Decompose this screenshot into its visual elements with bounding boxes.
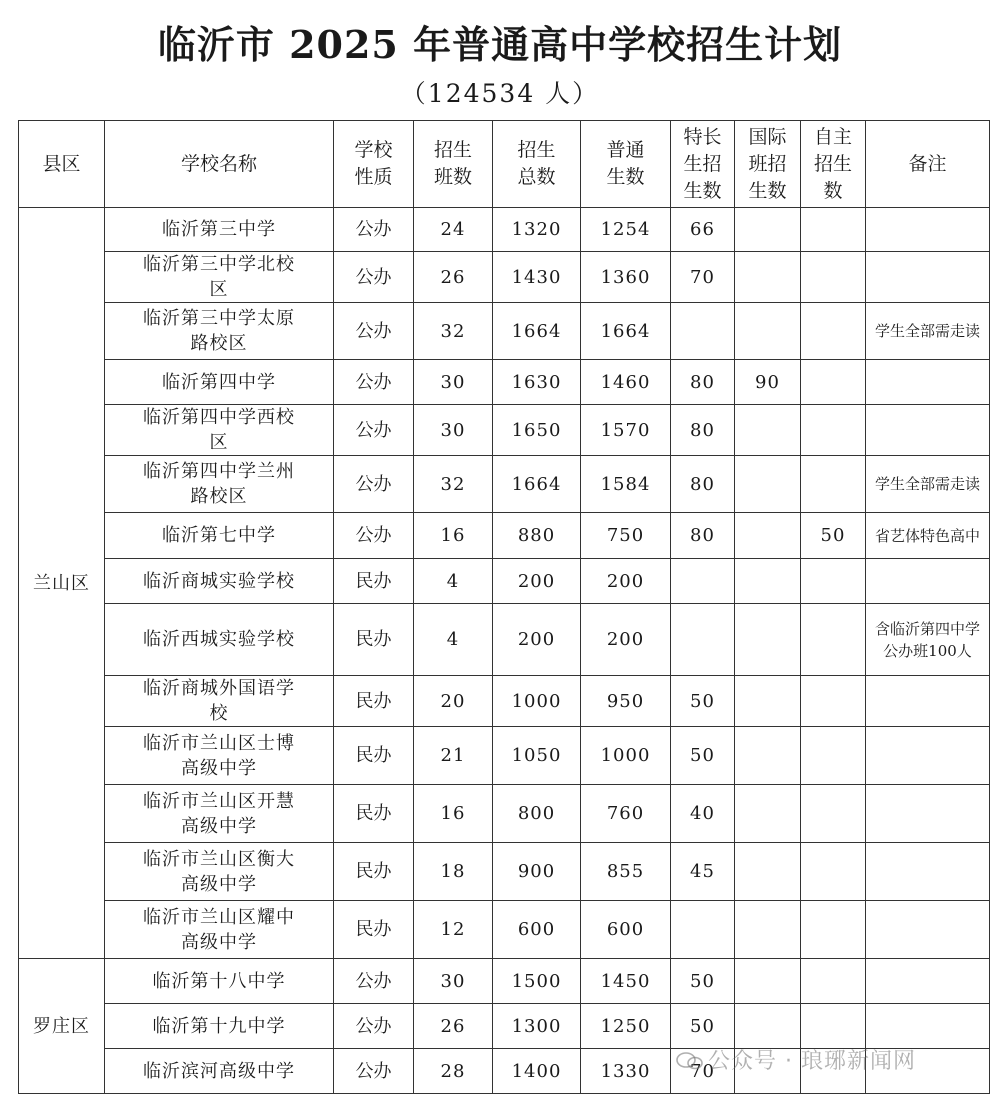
intl-cell [735, 303, 801, 360]
school-name-cell: 临沂市兰山区士博高级中学 [105, 727, 334, 785]
watermark-text: 公众号 · 琅琊新闻网 [708, 1049, 916, 1074]
page-title: 临沂市 2025 年普通高中学校招生计划 [157, 22, 843, 67]
type-cell: 公办 [334, 513, 414, 559]
regular-cell: 1254 [581, 208, 671, 252]
classes-cell: 12 [414, 901, 493, 959]
independent-cell [801, 303, 866, 360]
classes-cell: 32 [414, 303, 493, 360]
intl-cell [735, 604, 801, 676]
type-cell: 民办 [334, 727, 414, 785]
remark-cell [866, 843, 990, 901]
independent-cell [801, 727, 866, 785]
school-name-cell: 临沂第十八中学 [105, 959, 334, 1004]
type-cell: 公办 [334, 456, 414, 513]
table-row [19, 901, 990, 959]
intl-cell: 90 [735, 360, 801, 405]
header-regular: 普通生数 [581, 121, 671, 208]
special-cell: 40 [671, 785, 735, 843]
independent-cell [801, 208, 866, 252]
independent-cell [801, 959, 866, 1004]
total-cell: 600 [493, 901, 581, 959]
school-name-cell: 临沂市兰山区衡大高级中学 [105, 843, 334, 901]
type-cell: 公办 [334, 1004, 414, 1049]
header-district: 县区 [19, 121, 105, 208]
special-cell [671, 604, 735, 676]
intl-cell [735, 727, 801, 785]
regular-cell: 1000 [581, 727, 671, 785]
special-cell: 45 [671, 843, 735, 901]
header-classes: 招生班数 [414, 121, 493, 208]
table-row [19, 785, 990, 843]
type-cell: 民办 [334, 676, 414, 727]
remark-cell [866, 559, 990, 604]
special-cell: 70 [671, 252, 735, 303]
classes-cell: 16 [414, 513, 493, 559]
total-cell: 1650 [493, 405, 581, 456]
type-cell: 民办 [334, 901, 414, 959]
intl-cell [735, 559, 801, 604]
school-name-cell: 临沂滨河高级中学 [105, 1049, 334, 1094]
remark-cell [866, 676, 990, 727]
type-cell: 公办 [334, 959, 414, 1004]
header-independent: 自主招生数 [801, 121, 866, 208]
classes-cell: 4 [414, 559, 493, 604]
regular-cell: 1250 [581, 1004, 671, 1049]
total-cell: 1430 [493, 252, 581, 303]
independent-cell [801, 1004, 866, 1049]
school-name-cell: 临沂第七中学 [105, 513, 334, 559]
remark-cell [866, 959, 990, 1004]
table-row [19, 1004, 990, 1049]
intl-cell [735, 513, 801, 559]
intl-cell [735, 843, 801, 901]
remark-cell: 学生全部需走读 [866, 456, 990, 513]
regular-cell: 1360 [581, 252, 671, 303]
watermark [676, 1044, 916, 1075]
regular-cell: 760 [581, 785, 671, 843]
table-row [19, 843, 990, 901]
special-cell: 50 [671, 959, 735, 1004]
independent-cell [801, 604, 866, 676]
classes-cell: 16 [414, 785, 493, 843]
classes-cell: 26 [414, 252, 493, 303]
page-subtitle: （124534 人） [400, 79, 600, 108]
type-cell: 公办 [334, 208, 414, 252]
intl-cell [735, 959, 801, 1004]
district-cell: 罗庄区 [19, 959, 105, 1094]
regular-cell: 600 [581, 901, 671, 959]
total-cell: 1050 [493, 727, 581, 785]
classes-cell: 28 [414, 1049, 493, 1094]
school-name-cell: 临沂第四中学 [105, 360, 334, 405]
header-remark: 备注 [866, 121, 990, 208]
remark-cell [866, 785, 990, 843]
special-cell [671, 303, 735, 360]
remark-cell [866, 208, 990, 252]
district-cell: 兰山区 [19, 208, 105, 959]
regular-cell: 200 [581, 559, 671, 604]
special-cell: 80 [671, 405, 735, 456]
remark-cell [866, 727, 990, 785]
total-cell: 1000 [493, 676, 581, 727]
remark-cell [866, 901, 990, 959]
classes-cell: 32 [414, 456, 493, 513]
table-body [19, 208, 990, 1094]
special-cell: 80 [671, 513, 735, 559]
table-row [19, 676, 990, 727]
remark-cell: 学生全部需走读 [866, 303, 990, 360]
special-cell: 80 [671, 456, 735, 513]
school-name-cell: 临沂第三中学北校区 [105, 252, 334, 303]
intl-cell [735, 785, 801, 843]
total-cell: 1630 [493, 360, 581, 405]
classes-cell: 18 [414, 843, 493, 901]
enrollment-table [18, 120, 990, 1094]
remark-cell: 省艺体特色高中 [866, 513, 990, 559]
special-cell [671, 559, 735, 604]
independent-cell [801, 843, 866, 901]
special-cell: 70 [671, 1049, 735, 1094]
type-cell: 公办 [334, 1049, 414, 1094]
regular-cell: 1570 [581, 405, 671, 456]
regular-cell: 750 [581, 513, 671, 559]
school-name-cell: 临沂西城实验学校 [105, 604, 334, 676]
classes-cell: 30 [414, 405, 493, 456]
type-cell: 民办 [334, 604, 414, 676]
wechat-icon [676, 1052, 704, 1070]
type-cell: 公办 [334, 360, 414, 405]
table-row [19, 727, 990, 785]
classes-cell: 30 [414, 360, 493, 405]
independent-cell [801, 901, 866, 959]
classes-cell: 30 [414, 959, 493, 1004]
special-cell: 66 [671, 208, 735, 252]
independent-cell [801, 559, 866, 604]
type-cell: 公办 [334, 405, 414, 456]
classes-cell: 26 [414, 1004, 493, 1049]
intl-cell [735, 405, 801, 456]
regular-cell: 200 [581, 604, 671, 676]
header-intl: 国际班招生数 [735, 121, 801, 208]
table-row [19, 360, 990, 405]
table-row [19, 252, 990, 303]
total-cell: 1664 [493, 456, 581, 513]
remark-cell [866, 1004, 990, 1049]
total-cell: 800 [493, 785, 581, 843]
total-cell: 200 [493, 559, 581, 604]
independent-cell [801, 785, 866, 843]
total-cell: 880 [493, 513, 581, 559]
table-row [19, 208, 990, 252]
total-cell: 200 [493, 604, 581, 676]
table-row [19, 303, 990, 360]
independent-cell [801, 405, 866, 456]
total-cell: 1664 [493, 303, 581, 360]
header-type: 学校性质 [334, 121, 414, 208]
independent-cell [801, 360, 866, 405]
classes-cell: 20 [414, 676, 493, 727]
independent-cell [801, 676, 866, 727]
special-cell [671, 901, 735, 959]
regular-cell: 855 [581, 843, 671, 901]
table-row [19, 559, 990, 604]
table-row [19, 456, 990, 513]
school-name-cell: 临沂市兰山区开慧高级中学 [105, 785, 334, 843]
remark-cell [866, 252, 990, 303]
school-name-cell: 临沂市兰山区耀中高级中学 [105, 901, 334, 959]
total-cell: 1400 [493, 1049, 581, 1094]
special-cell: 50 [671, 727, 735, 785]
school-name-cell: 临沂第四中学兰州路校区 [105, 456, 334, 513]
table-row [19, 959, 990, 1004]
type-cell: 公办 [334, 252, 414, 303]
special-cell: 50 [671, 676, 735, 727]
type-cell: 民办 [334, 843, 414, 901]
header-total: 招生总数 [493, 121, 581, 208]
intl-cell [735, 456, 801, 513]
school-name-cell: 临沂第四中学西校区 [105, 405, 334, 456]
school-name-cell: 临沂第三中学 [105, 208, 334, 252]
remark-cell: 含临沂第四中学公办班100人 [866, 604, 990, 676]
special-cell: 50 [671, 1004, 735, 1049]
total-cell: 1320 [493, 208, 581, 252]
type-cell: 民办 [334, 785, 414, 843]
header-school: 学校名称 [105, 121, 334, 208]
regular-cell: 1460 [581, 360, 671, 405]
regular-cell: 950 [581, 676, 671, 727]
intl-cell [735, 252, 801, 303]
regular-cell: 1584 [581, 456, 671, 513]
intl-cell [735, 676, 801, 727]
type-cell: 民办 [334, 559, 414, 604]
table-row [19, 604, 990, 676]
regular-cell: 1330 [581, 1049, 671, 1094]
remark-cell [866, 405, 990, 456]
classes-cell: 21 [414, 727, 493, 785]
intl-cell [735, 1004, 801, 1049]
regular-cell: 1664 [581, 303, 671, 360]
total-cell: 1300 [493, 1004, 581, 1049]
school-name-cell: 临沂商城外国语学校 [105, 676, 334, 727]
classes-cell: 24 [414, 208, 493, 252]
classes-cell: 4 [414, 604, 493, 676]
independent-cell: 50 [801, 513, 866, 559]
independent-cell [801, 456, 866, 513]
regular-cell: 1450 [581, 959, 671, 1004]
remark-cell [866, 360, 990, 405]
special-cell: 80 [671, 360, 735, 405]
table-row [19, 405, 990, 456]
school-name-cell: 临沂第十九中学 [105, 1004, 334, 1049]
intl-cell [735, 901, 801, 959]
table-row [19, 513, 990, 559]
school-name-cell: 临沂商城实验学校 [105, 559, 334, 604]
total-cell: 900 [493, 843, 581, 901]
school-name-cell: 临沂第三中学太原路校区 [105, 303, 334, 360]
total-cell: 1500 [493, 959, 581, 1004]
type-cell: 公办 [334, 303, 414, 360]
header-special: 特长生招生数 [671, 121, 735, 208]
independent-cell [801, 252, 866, 303]
intl-cell [735, 208, 801, 252]
